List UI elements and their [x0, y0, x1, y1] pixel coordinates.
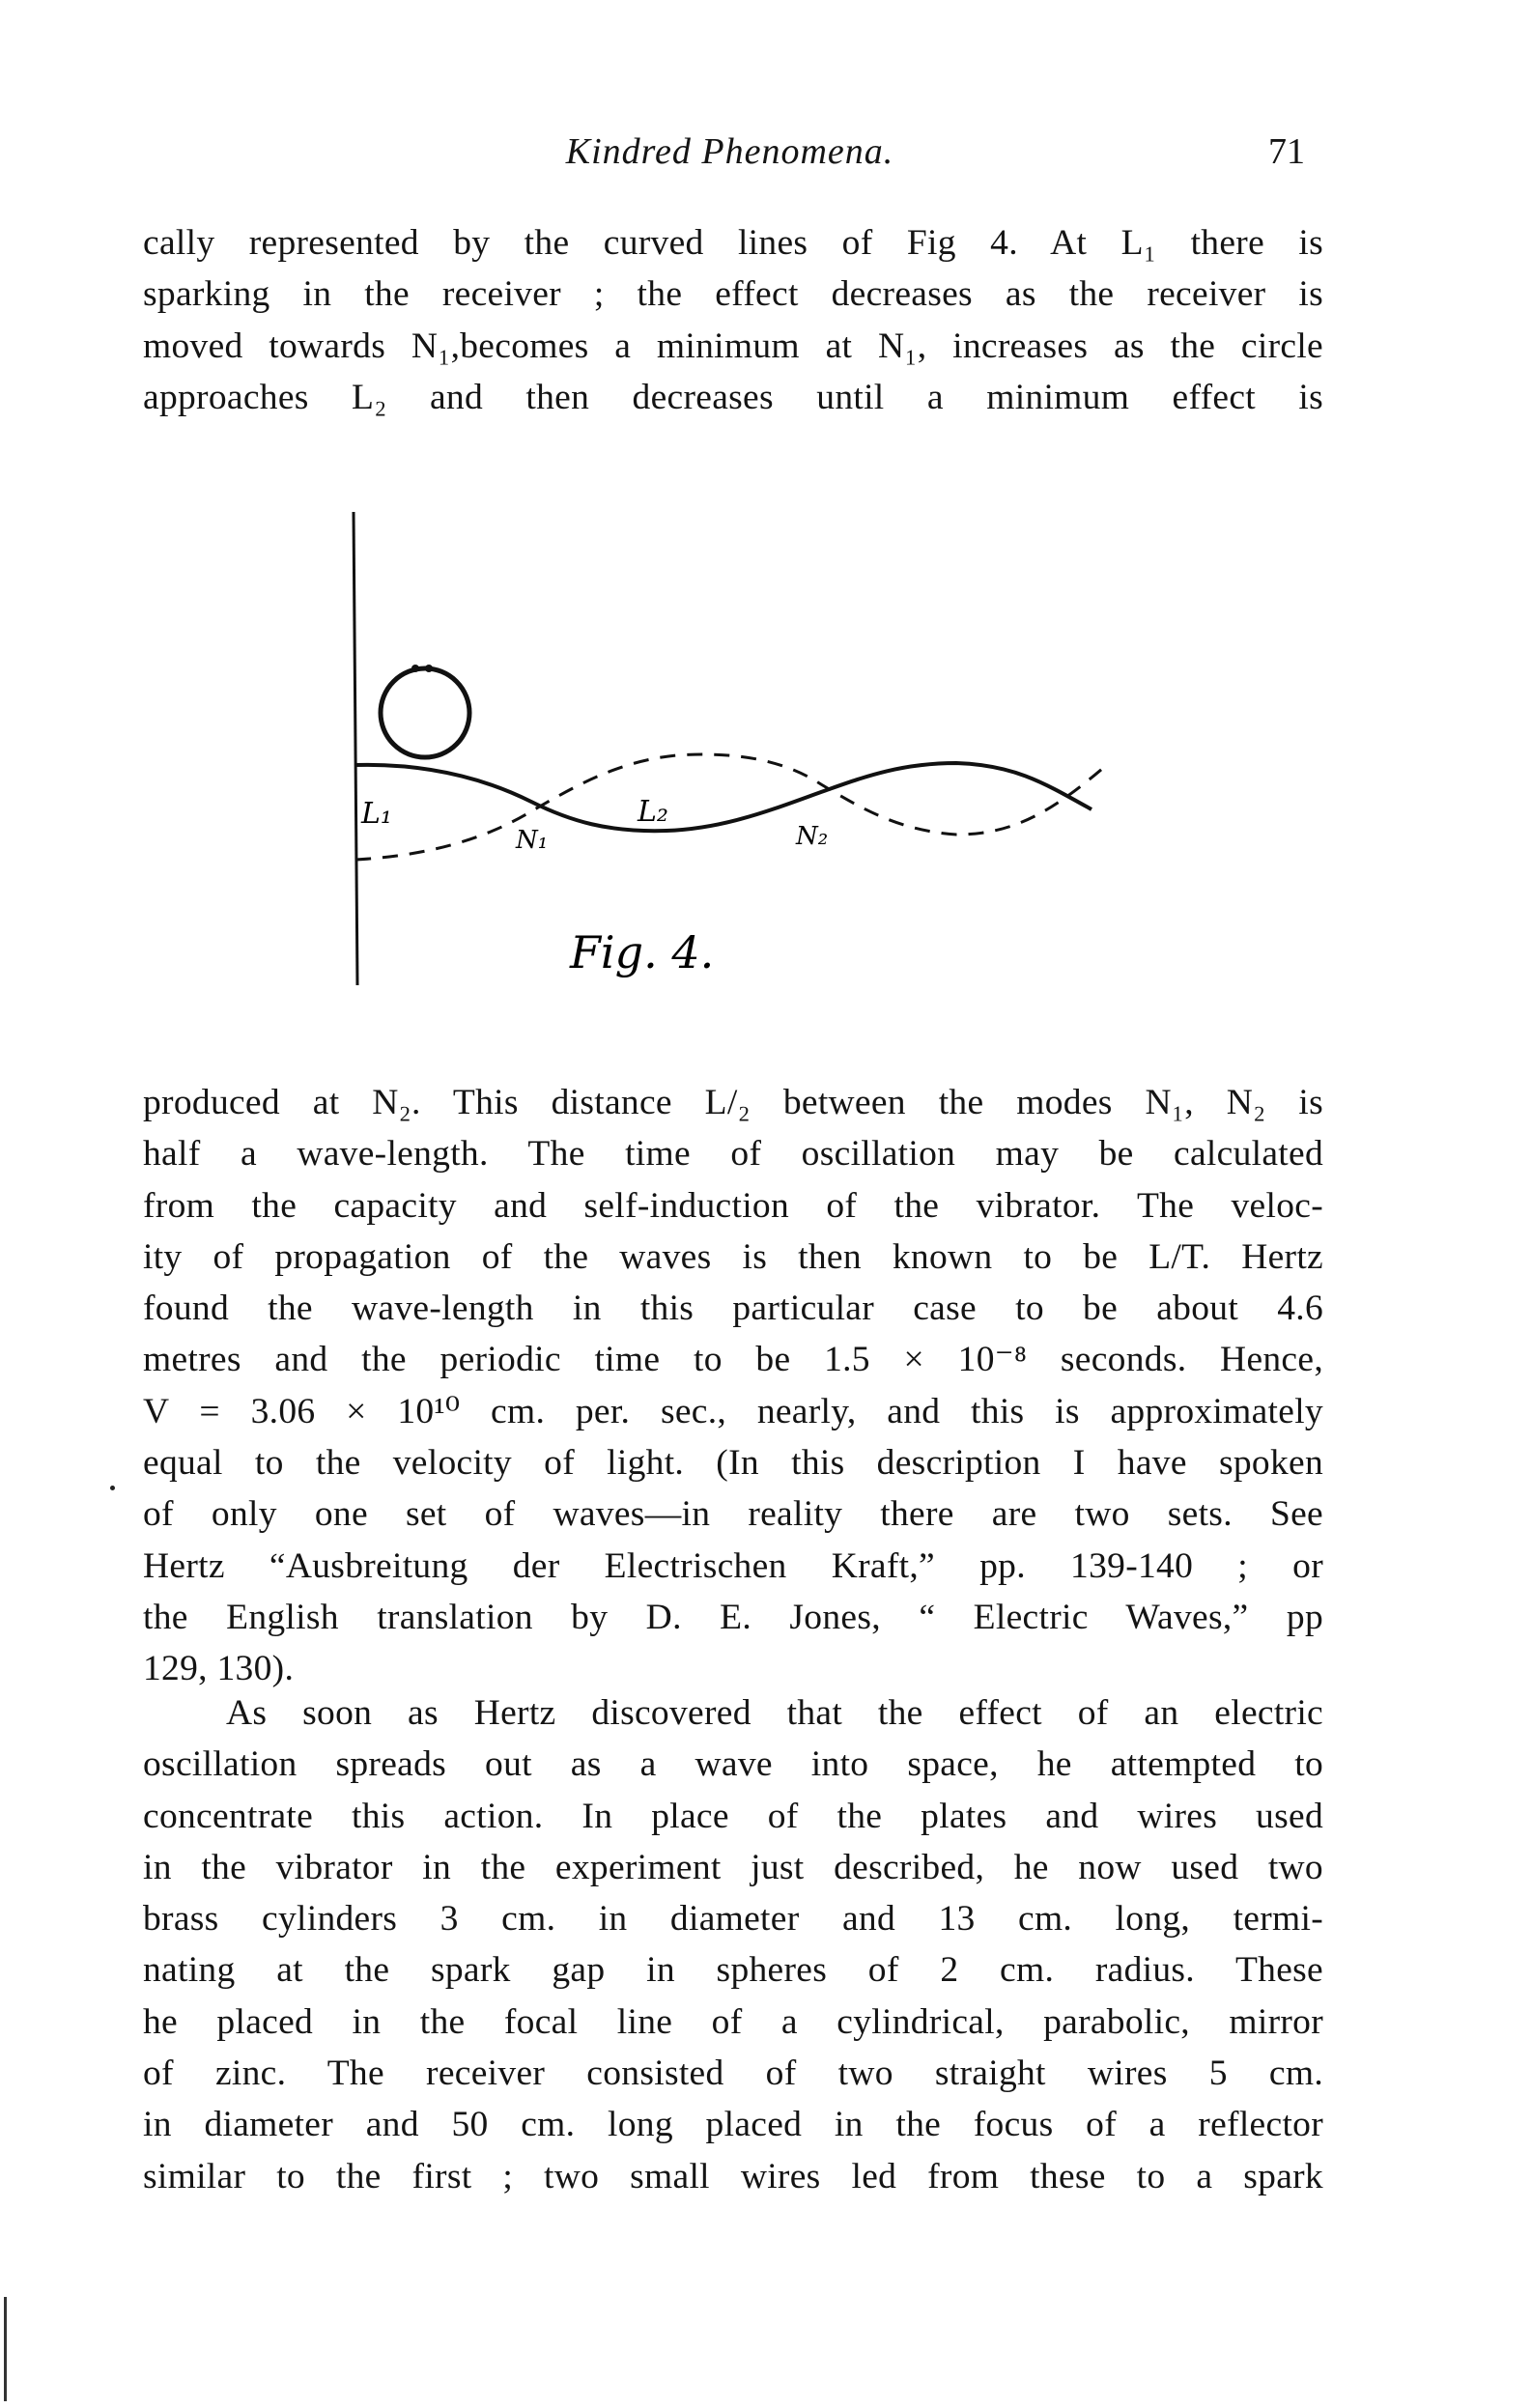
- text-line: half a wave-length. The time of oscillation may be calculated: [143, 1134, 1323, 1175]
- text-line: from the capacity and self-induction of the vibrator. The veloc-: [143, 1185, 1323, 1226]
- text-line: nating at the spark gap in spheres of 2 cm. radius. These: [143, 1950, 1323, 1991]
- text-line: As soon as Hertz discovered that the effect of an electric: [226, 1693, 1323, 1733]
- text-line: found the wave-length in this particular case to be about 4.6: [143, 1289, 1323, 1329]
- paragraph-1: [143, 217, 1323, 423]
- dashed-wave-curve: [355, 754, 1109, 860]
- text-line: metres and the periodic time to be 1.5 × 10⁻⁸ seconds. Hence,: [143, 1340, 1323, 1380]
- wave-diagram: [319, 502, 1188, 1005]
- text-line: similar to the first ; two small wires led from these to a spark: [143, 2156, 1323, 2196]
- text-line: ity of propagation of the waves is then known to be L/T. Hertz: [143, 1236, 1323, 1277]
- text-line: produced at N₂. This distance L/₂ between the modes N₁, N₂ is: [143, 1083, 1323, 1122]
- text-line: sparking in the receiver ; the effect decreases as the receiver is: [143, 274, 1323, 315]
- figure-caption: Fig. 4.: [570, 926, 715, 978]
- text-line: brass cylinders 3 cm. in diameter and 13 cm. long, termi-: [143, 1899, 1323, 1940]
- stray-ink-dot: [110, 1486, 115, 1490]
- text-line: oscillation spreads out as a wave into space, he attempted to: [143, 1744, 1323, 1785]
- text-line: moved towards N₁,becomes a minimum at N₁, increases as the circle: [143, 326, 1323, 366]
- text-line: the English translation by D. E. Jones, “ Electric Waves,” pp: [143, 1597, 1323, 1637]
- spark-gap-dot: [411, 665, 419, 672]
- text-line: cally represented by the curved lines of Fig 4. At L₁ there is: [143, 223, 1323, 263]
- label-l2: L₂: [638, 795, 668, 829]
- scan-edge-mark: [4, 2297, 7, 2401]
- text-line: 129, 130).: [143, 1649, 295, 1689]
- text-line: Hertz “Ausbreitung der Electrischen Kraft,” pp. 139-140 ; or: [143, 1545, 1323, 1586]
- page-number: 71: [1268, 131, 1305, 172]
- text-line: V = 3.06 × 10¹⁰ cm. per. sec., nearly, and this is approximately: [143, 1391, 1323, 1431]
- label-n2: N₂: [796, 822, 829, 851]
- vertical-axis-line: [354, 512, 357, 985]
- label-n1: N₁: [516, 826, 549, 855]
- text-line: of zinc. The receiver consisted of two straight wires 5 cm.: [143, 2054, 1323, 2094]
- text-line: of only one set of waves—in reality there are two sets. See: [143, 1494, 1323, 1535]
- receiver-circle: [381, 668, 469, 757]
- solid-wave-curve: [355, 763, 1092, 831]
- paragraph-2: [143, 1077, 1323, 1695]
- paragraph-3: [143, 1687, 1323, 2202]
- running-title: Kindred Phenomena.: [565, 131, 894, 172]
- text-line: approaches L₂ and then decreases until a minimum effect is: [143, 377, 1323, 417]
- label-l1: L₁: [361, 797, 392, 831]
- text-line: in the vibrator in the experiment just described, he now used two: [143, 1847, 1323, 1887]
- figure-4: [319, 502, 1188, 1005]
- text-line: in diameter and 50 cm. long placed in the focus of a reflector: [143, 2105, 1323, 2145]
- spark-gap-dot: [425, 665, 433, 672]
- text-line: equal to the velocity of light. (In this description I have spoken: [143, 1443, 1323, 1484]
- text-line: he placed in the focal line of a cylindrical, parabolic, mirror: [143, 2001, 1323, 2042]
- text-line: concentrate this action. In place of the plates and wires used: [143, 1796, 1323, 1836]
- running-header: [143, 130, 1317, 188]
